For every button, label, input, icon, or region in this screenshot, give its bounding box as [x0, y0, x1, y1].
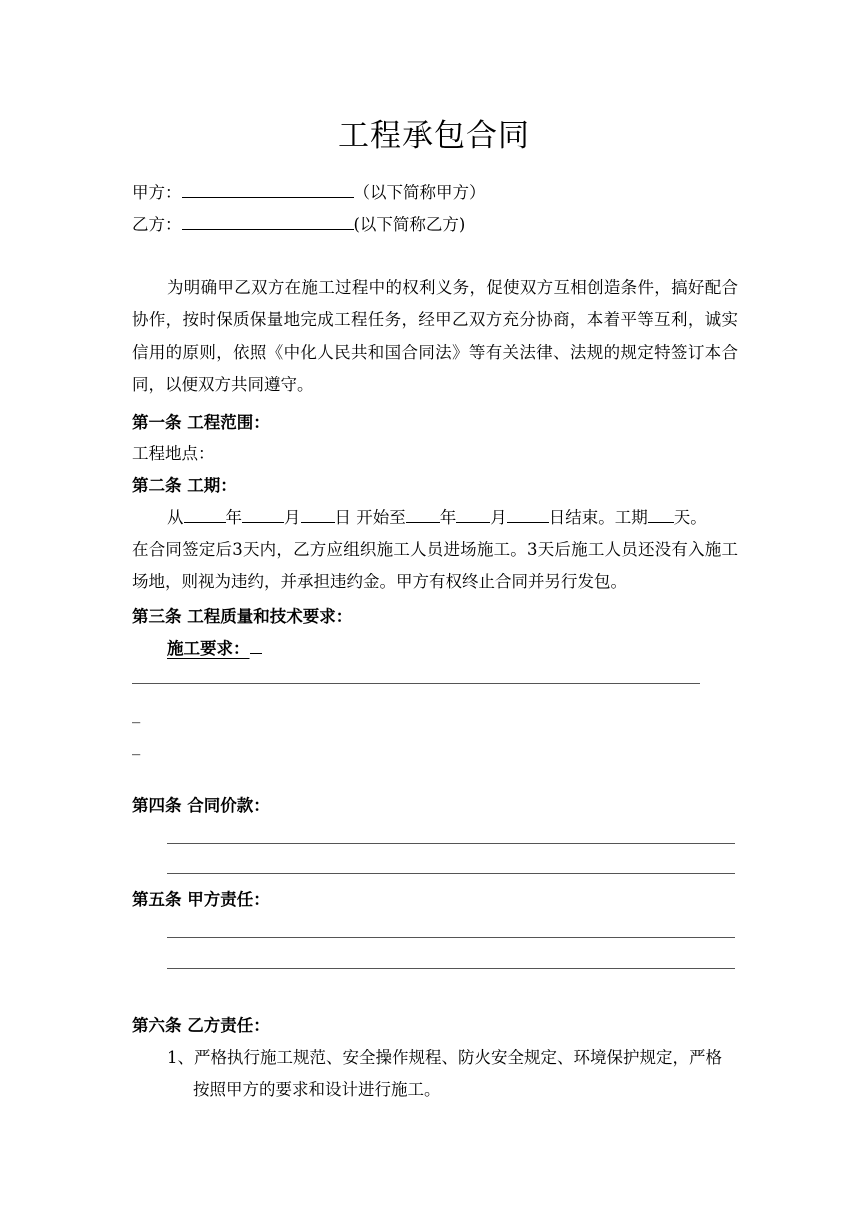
article-6-heading: 第六条 乙方责任：	[132, 1016, 270, 1035]
price-line-1[interactable]	[167, 843, 735, 844]
year-text: 年	[225, 508, 242, 527]
requirements-dash-1: _	[132, 704, 141, 723]
party-a-duty-line-1[interactable]	[167, 937, 735, 938]
party-a-blank[interactable]	[182, 179, 354, 198]
day-start-text: 日 开始至	[334, 508, 406, 527]
party-b-note: (以下简称乙方)	[353, 215, 466, 234]
requirements-line-1[interactable]	[132, 683, 700, 684]
end-month-blank[interactable]	[456, 504, 490, 523]
project-location-label: 工程地点：	[132, 444, 215, 463]
party-a-line	[132, 177, 486, 209]
price-line-2[interactable]	[167, 873, 735, 874]
article-3-heading: 第三条 工程质量和技术要求：	[132, 607, 353, 626]
document-title: 工程承包合同	[338, 118, 530, 154]
start-day-blank[interactable]	[301, 504, 335, 523]
requirements-blank-start	[250, 635, 262, 654]
party-a-note: （以下简称甲方）	[353, 183, 486, 202]
construction-requirements-label	[167, 633, 262, 665]
month-text: 月	[284, 508, 301, 527]
party-a-duty-line-2[interactable]	[167, 968, 735, 969]
article-2-text: 在合同签定后3天内，乙方应组织施工人员进场施工。3天后施工人员还没有入施工场地，则视为违约，并承担违约金。甲方有权终止合同并另行发包。	[132, 540, 738, 592]
article-5-heading: 第五条 甲方责任：	[132, 890, 270, 909]
requirements-dash-2: _	[132, 736, 141, 755]
year-text-2: 年	[439, 508, 457, 527]
end-year-blank[interactable]	[406, 504, 440, 523]
article-6-item-1-line-1: 1、严格执行施工规范、安全操作规程、防火安全规定、环境保护规定，严格	[167, 1048, 722, 1067]
day-end-text: 日结束。工期	[548, 508, 648, 527]
end-day-blank[interactable]	[507, 504, 549, 523]
construction-requirements-text: 施工要求：	[167, 639, 250, 658]
from-text: 从	[167, 508, 184, 527]
days-text: 天。	[673, 508, 707, 527]
start-year-blank[interactable]	[184, 504, 226, 523]
party-b-label: 乙方：	[132, 215, 182, 234]
article-4-heading: 第四条 合同价款：	[132, 796, 270, 815]
party-a-label: 甲方：	[132, 183, 182, 202]
start-month-blank[interactable]	[242, 504, 284, 523]
duration-days-blank[interactable]	[648, 504, 674, 523]
intro-paragraph: 为明确甲乙双方在施工过程中的权利义务，促使双方互相创造条件，搞好配合协作，按时保质保量地完成工程任务，经甲乙双方充分协商，本着平等互利，诚实信用的原则，依照《中化人民共和国合同法》等有关法律、法规的规定特签订本合同，以便双方共同遵守。	[132, 278, 738, 394]
article-6-item-1-line-2: 按照甲方的要求和设计进行施工。	[193, 1080, 441, 1099]
month-text-2: 月	[490, 508, 507, 527]
party-b-line	[132, 209, 465, 241]
duration-line	[167, 502, 707, 534]
party-b-blank[interactable]	[182, 211, 354, 230]
article-2-heading: 第二条 工期：	[132, 476, 237, 495]
article-1-heading: 第一条 工程范围：	[132, 413, 270, 432]
